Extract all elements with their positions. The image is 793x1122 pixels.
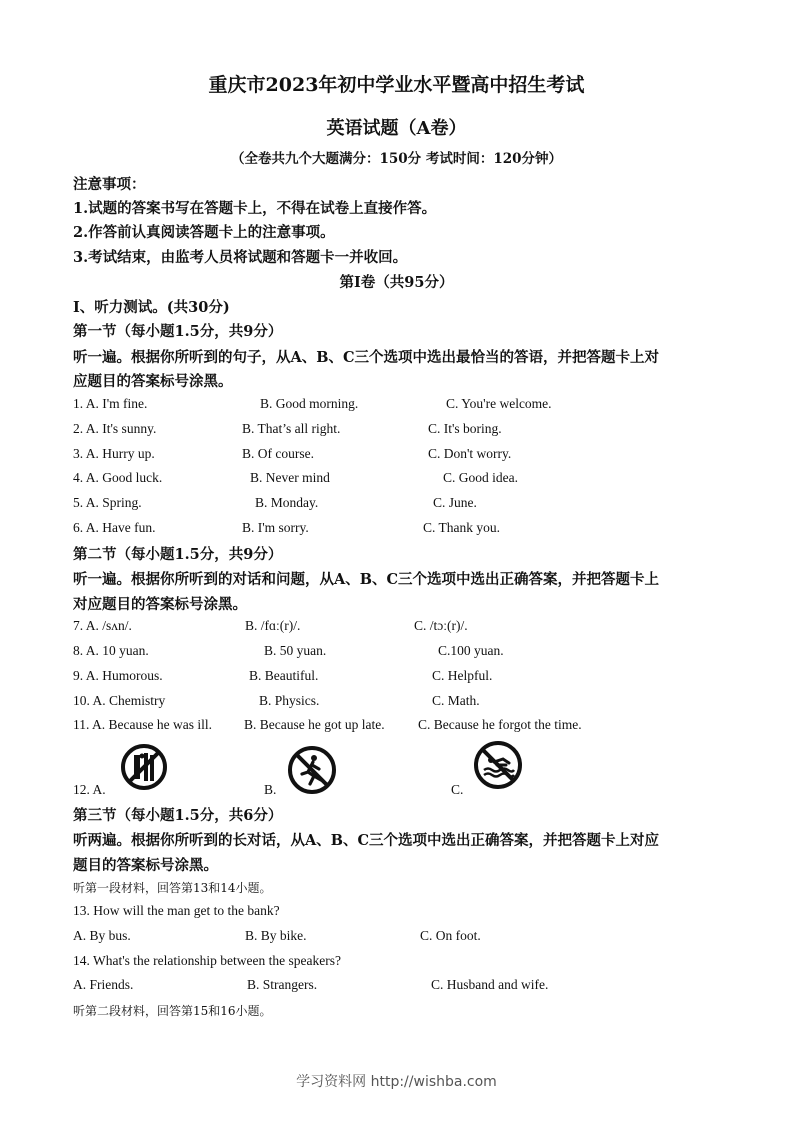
option-a: A. Friends. xyxy=(73,977,134,992)
question-stem: 13. How will the man get to the bank? xyxy=(73,903,280,918)
option-c: C. Because he forgot the time. xyxy=(418,717,582,732)
section-instruction: 听一遍。根据你所听到的对话和问题，从A、B、C三个选项中选出正确答案，并把答题卡上 xyxy=(73,571,660,588)
option-a: 9. A. Humorous. xyxy=(73,668,163,683)
option-c: C. Helpful. xyxy=(432,668,493,683)
option-c: C. /tɔː(r)/. xyxy=(414,618,468,633)
option-b: B. Monday. xyxy=(255,495,319,510)
footer-watermark: 学习资料网 http://wishba.com xyxy=(296,1074,497,1090)
volume-heading: 第Ⅰ卷（共95分） xyxy=(339,274,454,291)
notice-item: 2.作答前认真阅读答题卡上的注意事项。 xyxy=(73,224,335,241)
section-instruction: 题目的答案标号涂黑。 xyxy=(73,857,218,874)
option-c: C. Don't worry. xyxy=(428,446,512,461)
exam-title: 重庆市2023年初中学业水平暨高中招生考试 xyxy=(208,74,585,96)
option-a: 7. A. /sʌn/. xyxy=(73,618,132,633)
option-b: B. Because he got up late. xyxy=(244,717,385,732)
option-a: 4. A. Good luck. xyxy=(73,470,163,485)
option-a: A. By bus. xyxy=(73,928,131,943)
no-running-icon xyxy=(287,745,337,795)
option-b: B. By bike. xyxy=(245,928,307,943)
option-c: C. On foot. xyxy=(420,928,481,943)
option-b: B. I'm sorry. xyxy=(242,520,309,535)
material-note: 听第一段材料，回答第13和14小题。 xyxy=(73,881,272,895)
section-heading: 第一节（每小题1.5分，共9分） xyxy=(73,323,283,340)
option-a: 11. A. Because he was ill. xyxy=(73,717,212,732)
notice-item: 3.考试结束，由监考人员将试题和答题卡一并收回。 xyxy=(73,249,408,266)
section-instruction: 听一遍。根据你所听到的句子，从A、B、C三个选项中选出最恰当的答语，并把答题卡上对 xyxy=(73,349,660,366)
option-c: C. Good idea. xyxy=(443,470,518,485)
option-b: B. That’s all right. xyxy=(242,421,341,436)
option-b: B. /fɑː(r)/. xyxy=(245,618,301,633)
option-a: 8. A. 10 yuan. xyxy=(73,643,149,658)
option-b: B. Never mind xyxy=(250,470,330,485)
option-b: B. Beautiful. xyxy=(249,668,319,683)
option-c: C. You're welcome. xyxy=(446,396,552,411)
option-c: C. June. xyxy=(433,495,477,510)
option-b: B. 50 yuan. xyxy=(264,643,327,658)
no-climbing-icon xyxy=(120,743,168,791)
exam-meta: （全卷共九个大题满分：150分 考试时间：120分钟） xyxy=(230,151,563,167)
notice-item: 1.试题的答案书写在答题卡上，不得在试卷上直接作答。 xyxy=(73,200,437,217)
option-c: C. Husband and wife. xyxy=(431,977,549,992)
section-instruction: 对应题目的答案标号涂黑。 xyxy=(73,596,247,613)
section-instruction: 应题目的答案标号涂黑。 xyxy=(73,373,233,390)
option-b: B. Physics. xyxy=(259,693,320,708)
section-heading: 第三节（每小题1.5分，共6分） xyxy=(73,807,283,824)
material-note: 听第二段材料，回答第15和16小题。 xyxy=(73,1004,272,1018)
option-a: 1. A. I'm fine. xyxy=(73,396,148,411)
section-instruction: 听两遍。根据你所听到的长对话，从A、B、C三个选项中选出正确答案，并把答题卡上对应 xyxy=(73,832,660,849)
option-c: C. xyxy=(451,782,464,797)
option-a: 5. A. Spring. xyxy=(73,495,142,510)
option-c: C. Thank you. xyxy=(423,520,500,535)
option-c: C. It's boring. xyxy=(428,421,502,436)
option-a: 2. A. It's sunny. xyxy=(73,421,157,436)
question-stem: 14. What's the relationship between the speakers? xyxy=(73,953,341,968)
option-b: B. xyxy=(264,782,277,797)
no-swimming-icon xyxy=(473,740,523,790)
option-b: B. Of course. xyxy=(242,446,314,461)
option-b: B. Strangers. xyxy=(247,977,318,992)
option-a: 12. A. xyxy=(73,782,106,797)
option-c: C. Math. xyxy=(432,693,480,708)
notice-heading: 注意事项： xyxy=(73,176,146,193)
section-heading: 第二节（每小题1.5分，共9分） xyxy=(73,546,283,563)
option-a: 6. A. Have fun. xyxy=(73,520,156,535)
option-b: B. Good morning. xyxy=(260,396,359,411)
option-a: 3. A. Hurry up. xyxy=(73,446,155,461)
option-c: C.100 yuan. xyxy=(438,643,504,658)
paper-subtitle: 英语试题（A卷） xyxy=(326,118,467,139)
option-a: 10. A. Chemistry xyxy=(73,693,166,708)
part-heading: Ⅰ、听力测试。(共30分) xyxy=(73,299,230,316)
